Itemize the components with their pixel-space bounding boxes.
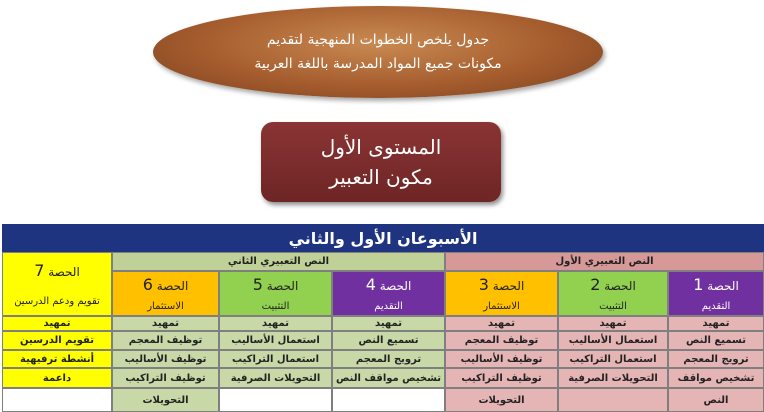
lesson-5-label: الحصة xyxy=(266,279,299,294)
level-box xyxy=(261,122,501,202)
lesson-5-number: 5 xyxy=(252,275,263,295)
cell-c4-r4: تشخيص مواقف النص xyxy=(332,368,445,388)
lesson-2-stage: التثبيت xyxy=(599,300,627,312)
cell-c6-r2: توظيف المعجم xyxy=(112,331,219,350)
lesson-4-number: 4 xyxy=(365,275,376,295)
title-oval xyxy=(153,6,603,98)
lesson-header-4 xyxy=(332,271,445,316)
cell-c1-r1: تمهيد xyxy=(668,316,764,331)
lesson-header-7 xyxy=(2,252,112,316)
cell-c5-r3: استعمال التراكيب xyxy=(219,350,332,368)
cell-c3-r2: توظيف المعجم xyxy=(445,331,558,350)
lesson-header-6 xyxy=(112,271,219,316)
lesson-header-3 xyxy=(445,271,558,316)
cell-c5-r1: تمهيد xyxy=(219,316,332,331)
lesson-1-stage: التقديم xyxy=(701,300,731,312)
cell-c1-r2: تسميع النص xyxy=(668,331,764,350)
cell-c7-r4: داعمة xyxy=(2,368,112,388)
lesson-header-1 xyxy=(668,271,764,316)
text-header-first: النص التعبيري الأول xyxy=(445,252,764,271)
cell-c5-r4: التحويلات الصرفية xyxy=(219,368,332,388)
lesson-3-stage: الاستثمار xyxy=(483,300,520,312)
title-line-1: جدول يلخص الخطوات المنهجية لتقديم xyxy=(266,32,490,48)
text-header-second: النص التعبيري الثاني xyxy=(112,252,445,271)
lesson-2-number: 2 xyxy=(590,275,601,295)
cell-c6-r1: تمهيد xyxy=(112,316,219,331)
cell-c7-r2: تقويم الدرسين xyxy=(2,331,112,350)
cell-c1-r5: النص xyxy=(668,388,764,412)
cell-c4-r1: تمهيد xyxy=(332,316,445,331)
lesson-4-label: الحصة xyxy=(379,279,412,294)
cell-c7-r3: أنشطة ترفيهية xyxy=(2,350,112,368)
cell-c6-r5: التحويلات xyxy=(112,388,219,412)
cell-c6-r3: توظيف الأساليب xyxy=(112,350,219,368)
lesson-6-number: 6 xyxy=(142,275,153,295)
lesson-6-stage: الاستثمار xyxy=(147,300,184,312)
cell-c3-r4: توظيف التراكيب xyxy=(445,368,558,388)
lesson-7-stage: تقويم ودعم الدرسين xyxy=(14,296,100,307)
cell-c3-r5: التحويلات xyxy=(445,388,558,412)
cell-c7-r5 xyxy=(2,388,112,412)
cell-c4-r5 xyxy=(332,388,445,412)
lesson-6-label: الحصة xyxy=(156,279,189,294)
component-title: مكون التعبير xyxy=(329,165,433,189)
lesson-1-number: 1 xyxy=(693,275,704,295)
lesson-3-number: 3 xyxy=(478,275,489,295)
lesson-1-label: الحصة xyxy=(707,279,739,294)
cell-c1-r4: تشخيص مواقف xyxy=(668,368,764,388)
weeks-title: الأسبوعان الأول والثاني xyxy=(2,224,764,252)
lesson-5-stage: التثبيت xyxy=(261,300,290,312)
cell-c4-r3: ترويج المعجم xyxy=(332,350,445,368)
lesson-7-number: 7 xyxy=(34,261,45,280)
cell-c5-r5 xyxy=(219,388,332,412)
cell-c7-r1: تمهيد xyxy=(2,316,112,331)
lesson-header-5 xyxy=(219,271,332,316)
cell-c2-r5 xyxy=(558,388,668,412)
title-line-2: مكونات جميع المواد المدرسة باللغة العربية xyxy=(254,56,502,72)
lesson-7-label: الحصة xyxy=(48,265,80,279)
level-title: المستوى الأول xyxy=(320,135,442,159)
lesson-2-label: الحصة xyxy=(604,279,636,294)
cell-c2-r3: استعمال التراكيب xyxy=(558,350,668,368)
lesson-header-2 xyxy=(558,271,668,316)
lesson-4-stage: التقديم xyxy=(374,300,403,312)
cell-c2-r1: تمهيد xyxy=(558,316,668,331)
cell-c3-r1: تمهيد xyxy=(445,316,558,331)
cell-c3-r3: توظيف الأساليب xyxy=(445,350,558,368)
cell-c6-r4: توظيف التراكيب xyxy=(112,368,219,388)
lesson-table xyxy=(2,224,764,412)
cell-c4-r2: تسميع النص xyxy=(332,331,445,350)
lesson-3-label: الحصة xyxy=(492,279,525,294)
cell-c5-r2: استعمال الأساليب xyxy=(219,331,332,350)
cell-c2-r4: التحويلات الصرفية xyxy=(558,368,668,388)
cell-c2-r2: استعمال الأساليب xyxy=(558,331,668,350)
cell-c1-r3: ترويج المعجم xyxy=(668,350,764,368)
